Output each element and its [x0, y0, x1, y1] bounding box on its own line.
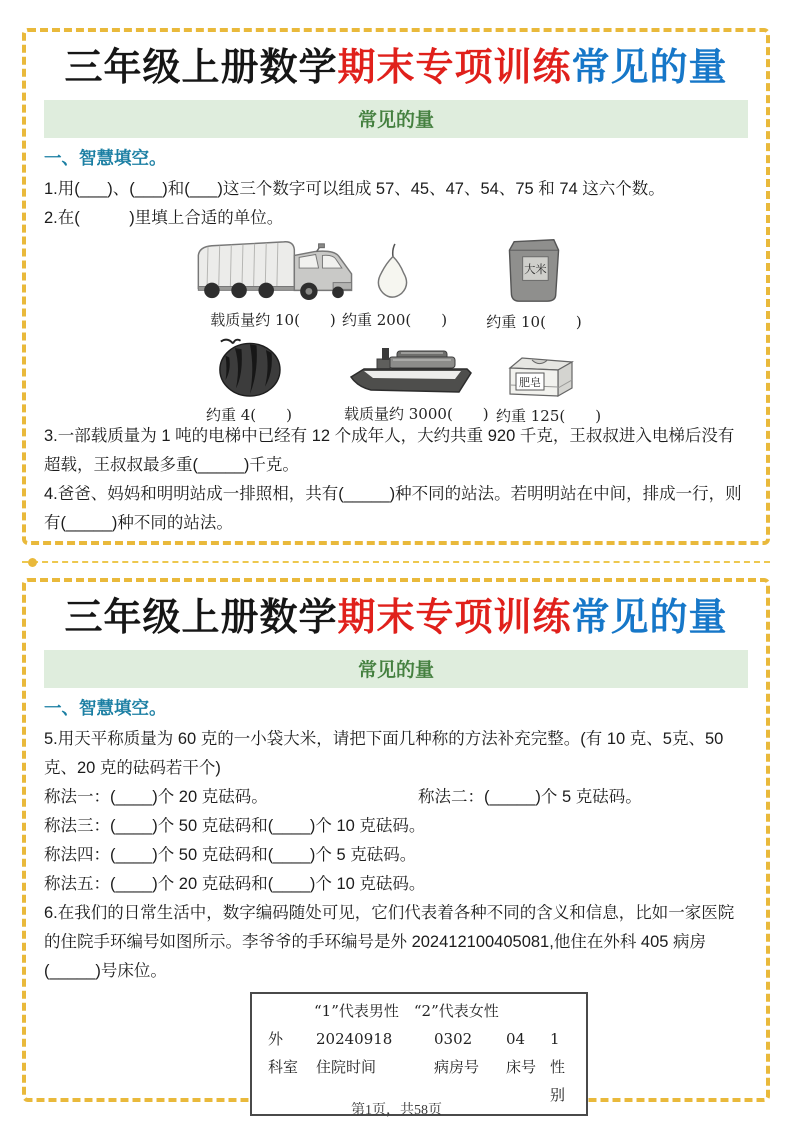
code-label: 病房号 [434, 1058, 480, 1076]
truck-icon [189, 238, 357, 302]
pear-icon [370, 242, 414, 302]
watermelon-icon [212, 335, 286, 397]
figure-rice-bag [484, 236, 584, 332]
method-4: 称法四：(____)个 50 克砝码和(____)个 5 克砝码。 [44, 846, 417, 864]
question-2: 2.在( )里填上合适的单位。 [44, 209, 284, 227]
page-number-footer: 第1页，共58页 [351, 1103, 442, 1118]
topic-banner-2: 常见的量 [44, 650, 748, 688]
page-title-2 [44, 594, 748, 642]
figure-pear [342, 242, 448, 330]
soap-box-text: 肥皂 [519, 377, 541, 389]
code-label: 住院时间 [316, 1058, 377, 1076]
rice-bag-icon [503, 236, 565, 304]
figure-soap [496, 352, 602, 426]
code-value: 1 [550, 1030, 560, 1048]
title-part-red: 期末专项训练 [337, 47, 572, 89]
worksheet-panel-1 [22, 28, 770, 545]
truck-caption: 载质量约 10( ) [210, 311, 336, 329]
cut-line-separator [22, 561, 770, 563]
code-label: 科室 [268, 1058, 299, 1076]
section-heading-2: 一、智慧填空。 [44, 698, 167, 718]
section-heading: 一、智慧填空。 [44, 148, 167, 168]
worksheet-panel-2 [22, 578, 770, 1102]
code-value: 外 [268, 1030, 284, 1048]
method-2: 称法二：(_____)个 5 克砝码。 [418, 788, 642, 806]
question-3: 3.一部载质量为 1 吨的电梯中已经有 12 个成年人，大约共重 920 千克，王叔叔进入电梯后没有超载，王叔叔最多重(_____)千克。 [44, 427, 735, 474]
code-values-row [268, 1025, 578, 1053]
wristband-code-table [250, 992, 588, 1116]
soap-caption: 约重 125( ) [496, 407, 602, 425]
gender-code-note: “1”代表男性 “2”代表女性 [314, 1002, 499, 1020]
code-label: 床号 [506, 1058, 537, 1076]
method-1: 称法一：(____)个 20 克砝码。 [44, 788, 268, 806]
code-label: 性别 [550, 1058, 566, 1104]
topic-banner: 常见的量 [44, 100, 748, 138]
code-value: 04 [506, 1030, 526, 1048]
rice-bag-caption: 约重 10( ) [486, 313, 582, 331]
figure-watermelon [204, 335, 294, 425]
question-1: 1.用(___)、(___)和(___)这三个数字可以组成 57、45、47、54、75 和 74 这六个数。 [44, 180, 665, 198]
code-value: 0302 [434, 1030, 473, 1048]
title-part-blue: 常见的量 [571, 597, 728, 639]
question-5: 5.用天平称质量为 60 克的一小袋大米，请把下面几种称的方法补充完整。(有 10 克、5克、50 克、20 克的砝码若干个) [44, 730, 724, 777]
cut-line-dot [28, 558, 37, 567]
figure-truck [178, 238, 368, 330]
ship-icon [349, 344, 473, 396]
code-value: 20240918 [316, 1030, 393, 1048]
title-part-black: 三年级上册数学 [64, 47, 338, 89]
page-title [44, 44, 748, 92]
question-4: 4.爸爸、妈妈和明明站成一排照相，共有(_____)种不同的站法。若明明站在中间，排成一行，则有(_____)种不同的站法。 [44, 485, 742, 532]
method-5: 称法五：(____)个 20 克砝码和(____)个 10 克砝码。 [44, 875, 426, 893]
question-6: 6.在我们的日常生活中，数字编码随处可见，它们代表着各种不同的含义和信息，比如一家医院的住院手环编号如图所示。李爷爷的手环编号是外 202412100405081,他住在外科 405 病房(_____)号床位。 [44, 904, 735, 980]
title-part-red: 期末专项训练 [337, 597, 572, 639]
figure-ship [344, 344, 489, 424]
method-row-1 [44, 783, 748, 812]
soap-box-icon [506, 352, 576, 398]
pear-caption: 约重 200( ) [342, 311, 448, 329]
watermelon-caption: 约重 4( ) [205, 406, 293, 424]
title-part-blue: 常见的量 [571, 47, 728, 89]
title-part-black: 三年级上册数学 [64, 597, 338, 639]
rice-bag-text: 大米 [524, 263, 547, 276]
method-3: 称法三：(____)个 50 克砝码和(____)个 10 克砝码。 [44, 817, 426, 835]
figure-group [44, 236, 748, 425]
ship-caption: 载质量约 3000( ) [344, 405, 489, 423]
